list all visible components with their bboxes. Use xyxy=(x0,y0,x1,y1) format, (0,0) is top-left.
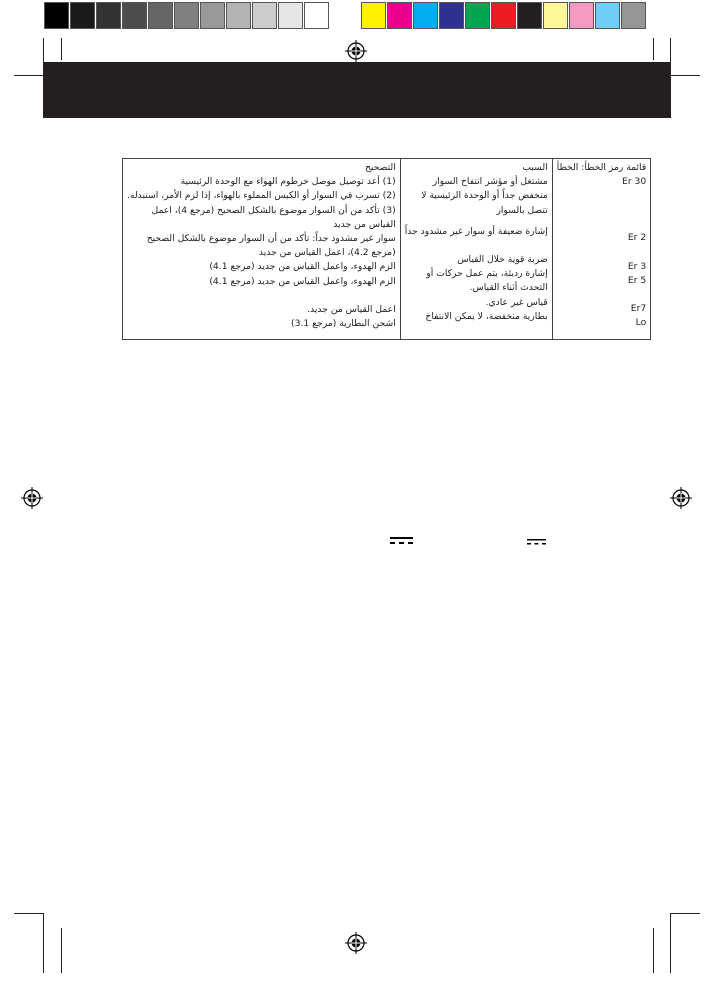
color-swatch xyxy=(621,2,646,29)
color-swatch xyxy=(44,2,69,29)
registration-mark-icon xyxy=(670,487,692,509)
color-swatch xyxy=(543,2,568,29)
color-swatch xyxy=(96,2,121,29)
color-swatch xyxy=(595,2,620,29)
cause-text: بطارية منخفضة، لا يمكن الانتفاخ xyxy=(425,310,548,322)
code-column-header: قائمة رمز الخطأ: الخطأ xyxy=(556,162,647,173)
crop-mark xyxy=(670,913,671,973)
error-code: Er 2 xyxy=(627,232,647,244)
crop-mark xyxy=(61,928,62,973)
table-row xyxy=(123,159,651,340)
cause-text: ضربة قوية خلال القياس xyxy=(457,254,548,266)
crop-mark xyxy=(43,913,44,973)
crop-mark xyxy=(653,928,654,973)
cause-text: مشتغل أو مؤشر انتفاخ السوار xyxy=(432,176,548,188)
cause-text: إشارة ضعيفة أو سوار غير مشدود جداً xyxy=(404,225,548,237)
color-swatch xyxy=(387,2,412,29)
error-code-table xyxy=(122,158,651,340)
registration-mark-icon xyxy=(345,932,367,954)
crop-mark xyxy=(61,38,62,60)
registration-mark-icon xyxy=(345,40,367,62)
cause-text: منخفض جداً أو الوحدة الرئيسية لا xyxy=(421,190,548,202)
error-code: Lo xyxy=(635,317,647,329)
error-code: Er 3 xyxy=(627,260,647,272)
fix-text: (2) تسرب في السوار أو الكيس المملوء بالهواء، إذا لزم الأمر، استبدله. xyxy=(127,190,396,202)
crop-mark xyxy=(653,38,654,60)
dc-current-large-icon xyxy=(390,536,414,546)
crop-mark xyxy=(14,913,44,914)
crop-mark xyxy=(670,913,700,914)
color-swatch xyxy=(278,2,303,29)
color-swatch xyxy=(148,2,173,29)
dc-current-small-icon xyxy=(527,538,547,546)
crop-mark xyxy=(14,75,44,76)
fix-text: الزم الهدوء، واعمل القياس من جديد (مرجع 4.1) xyxy=(209,261,396,273)
crop-mark xyxy=(670,75,700,76)
color-swatch xyxy=(252,2,277,29)
fix-column xyxy=(123,159,401,340)
header-band xyxy=(43,62,671,118)
color-swatch xyxy=(413,2,438,29)
registration-mark-icon xyxy=(21,487,43,509)
fix-column-header: التصحيح xyxy=(364,162,396,173)
cause-text: التحدث أثناء القياس. xyxy=(469,282,548,294)
color-swatch xyxy=(304,2,329,29)
fix-text: (1) أعد توصيل موصل خرطوم الهواء مع الوحدة الرئيسية xyxy=(180,176,396,188)
fix-text: (3) تأكد من أن السوار موضوع بالشكل الصحيح (مرجع 4)، اعمل xyxy=(151,204,396,216)
cause-text: إشارة رديئة، يتم عمل حركات أو xyxy=(426,268,548,280)
fix-text: (مرجع 4.2)، اعمل القياس من جديد xyxy=(258,247,396,259)
color-swatch xyxy=(200,2,225,29)
process-color-bar xyxy=(361,2,647,29)
fix-text: القياس من جديد xyxy=(333,218,396,230)
error-code: Er 5 xyxy=(627,274,647,286)
color-swatch xyxy=(517,2,542,29)
cause-text: تتصل بالسوار xyxy=(496,204,548,216)
cause-column-header: السبب xyxy=(522,162,548,173)
color-swatch xyxy=(122,2,147,29)
color-swatch xyxy=(491,2,516,29)
color-swatch xyxy=(361,2,386,29)
fix-text: سوار غير مشدود جداً: تأكد من أن السوار موضوع بالشكل الصحيح xyxy=(146,233,396,245)
error-code-column xyxy=(552,159,651,340)
fix-text: اعمل القياس من جديد. xyxy=(307,303,396,315)
cause-column xyxy=(400,159,552,340)
error-code: Er 30 xyxy=(622,176,647,188)
color-swatch xyxy=(174,2,199,29)
grayscale-color-bar xyxy=(44,2,330,29)
fix-text: اشحن البطارية (مرجع 3.1) xyxy=(291,318,396,330)
color-swatch xyxy=(226,2,251,29)
color-swatch xyxy=(439,2,464,29)
color-swatch xyxy=(569,2,594,29)
error-code: Er7 xyxy=(630,303,647,315)
color-swatch xyxy=(70,2,95,29)
cause-text: قياس غير عادي. xyxy=(485,296,548,308)
fix-text: الزم الهدوء، واعمل القياس من جديد (مرجع 4.1) xyxy=(209,275,396,287)
color-swatch xyxy=(465,2,490,29)
